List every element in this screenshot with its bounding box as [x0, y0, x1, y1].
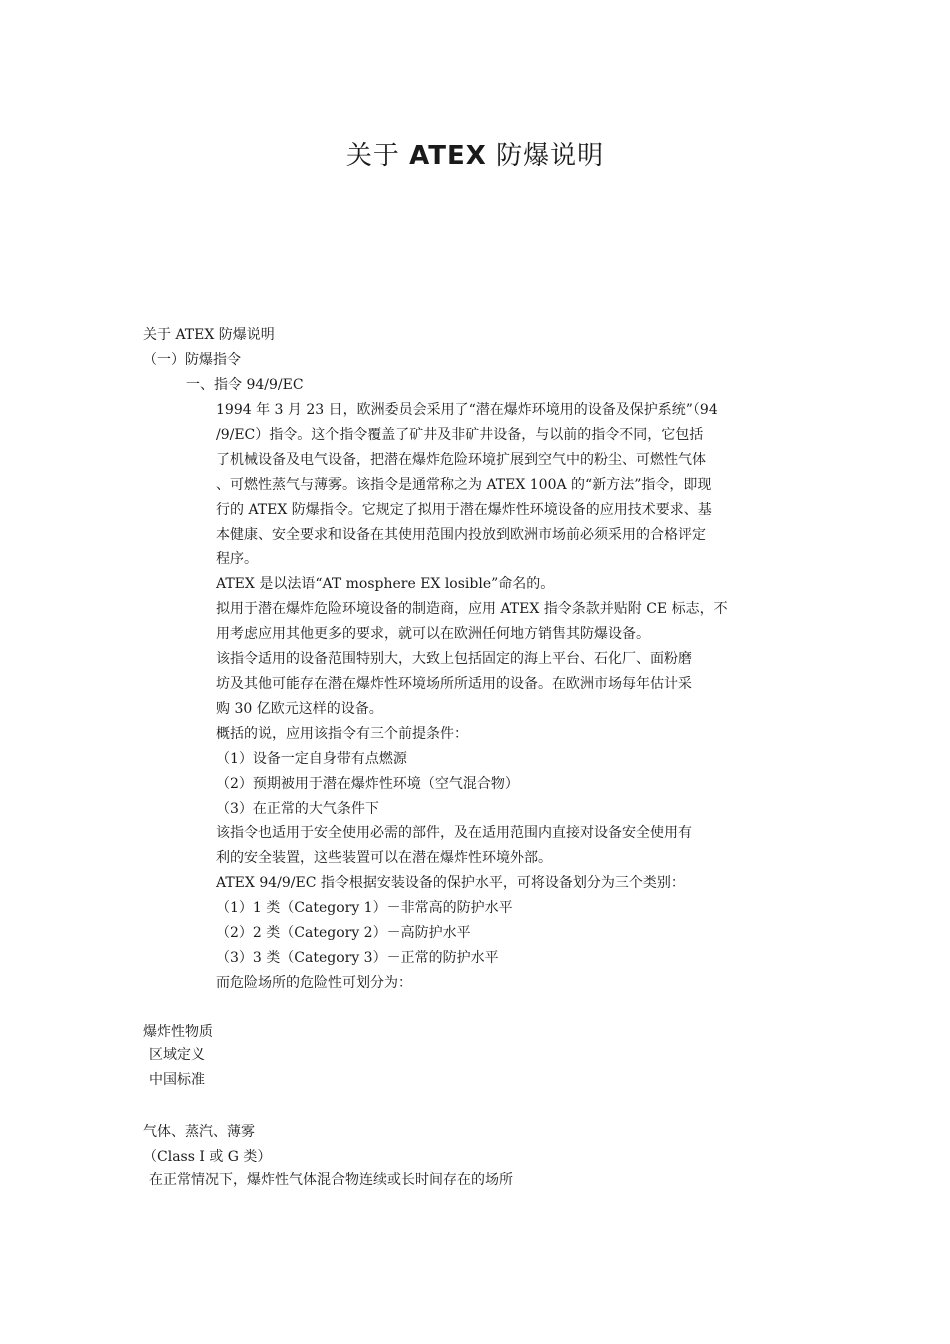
title-bold-atex: ATEX: [409, 141, 487, 171]
body-line: （3）在正常的大气条件下: [216, 800, 379, 817]
table-row-class: （Class I 或 G 类）: [143, 1149, 272, 1165]
document-title: [0, 138, 950, 174]
body-line: （3）3 类（Category 3）－正常的防护水平: [216, 949, 499, 966]
body-line: 该指令也适用于安全使用必需的部件，及在适用范围内直接对设备安全使用有: [216, 825, 692, 842]
body-line: 概括的说，应用该指令有三个前提条件：: [216, 725, 468, 742]
body-line: （2）预期被用于潜在爆炸性环境（空气混合物）: [216, 775, 519, 792]
body-text: [216, 398, 736, 996]
title-prefix: 关于: [345, 141, 410, 171]
body-line: 拟用于潜在爆炸危险环境设备的制造商，应用 ATEX 指令条款并贴附 CE 标志，不: [216, 601, 728, 618]
body-line: 行的 ATEX 防爆指令。它规定了拟用于潜在爆炸性环境设备的应用技术要求、基: [216, 501, 712, 518]
title-suffix: 防爆说明: [486, 141, 605, 171]
body-line: 利的安全装置，这些装置可以在潜在爆炸性环境外部。: [216, 850, 552, 867]
table-header-china-standard: 中国标准: [149, 1072, 205, 1088]
body-line: 1994 年 3 月 23 日，欧洲委员会采用了“潜在爆炸环境用的设备及保护系统”（94: [216, 402, 718, 418]
body-line: 该指令适用的设备范围特别大，大致上包括固定的海上平台、石化厂、面粉磨: [216, 651, 692, 668]
table-header-zone-definition: 区域定义: [149, 1047, 205, 1063]
section-heading: （一）防爆指令: [143, 352, 241, 368]
subsection-heading: 一、指令 94/9/EC: [186, 377, 304, 393]
body-line: /9/EC）指令。这个指令覆盖了矿井及非矿井设备，与以前的指令不同，它包括: [216, 426, 704, 443]
body-line: 了机械设备及电气设备，把潜在爆炸危险环境扩展到空气中的粉尘、可燃性气体: [216, 451, 706, 468]
body-line: ATEX 94/9/EC 指令根据安装设备的保护水平，可将设备划分为三个类别：: [216, 875, 685, 892]
body-line: 程序。: [216, 551, 258, 568]
heading-line: 关于 ATEX 防爆说明: [143, 327, 275, 343]
body-line: （1）1 类（Category 1）－非常高的防护水平: [216, 900, 513, 917]
body-line: 购 30 亿欧元这样的设备。: [216, 700, 383, 717]
body-line: 坊及其他可能存在潜在爆炸性环境场所所适用的设备。在欧洲市场每年估计采: [216, 675, 692, 692]
body-line: 而危险场所的危险性可划分为：: [216, 974, 412, 991]
body-line: （2）2 类（Category 2）－高防护水平: [216, 925, 471, 942]
table-header-substance: 爆炸性物质: [143, 1024, 213, 1040]
body-line: 本健康、安全要求和设备在其使用范围内投放到欧洲市场前必须采用的合格评定: [216, 526, 706, 543]
body-line: （1）设备一定自身带有点燃源: [216, 750, 407, 767]
body-line: ATEX 是以法语“AT mosphere EX losible”命名的。: [216, 576, 555, 593]
body-line: 、可燃性蒸气与薄雾。该指令是通常称之为 ATEX 100A 的“新方法”指令，即现: [216, 476, 712, 493]
body-line: 用考虑应用其他更多的要求，就可以在欧洲任何地方销售其防爆设备。: [216, 626, 650, 643]
table-row-gas: 气体、蒸汽、薄雾: [143, 1124, 255, 1140]
table-row-definition: 在正常情况下，爆炸性气体混合物连续或长时间存在的场所: [149, 1172, 513, 1188]
